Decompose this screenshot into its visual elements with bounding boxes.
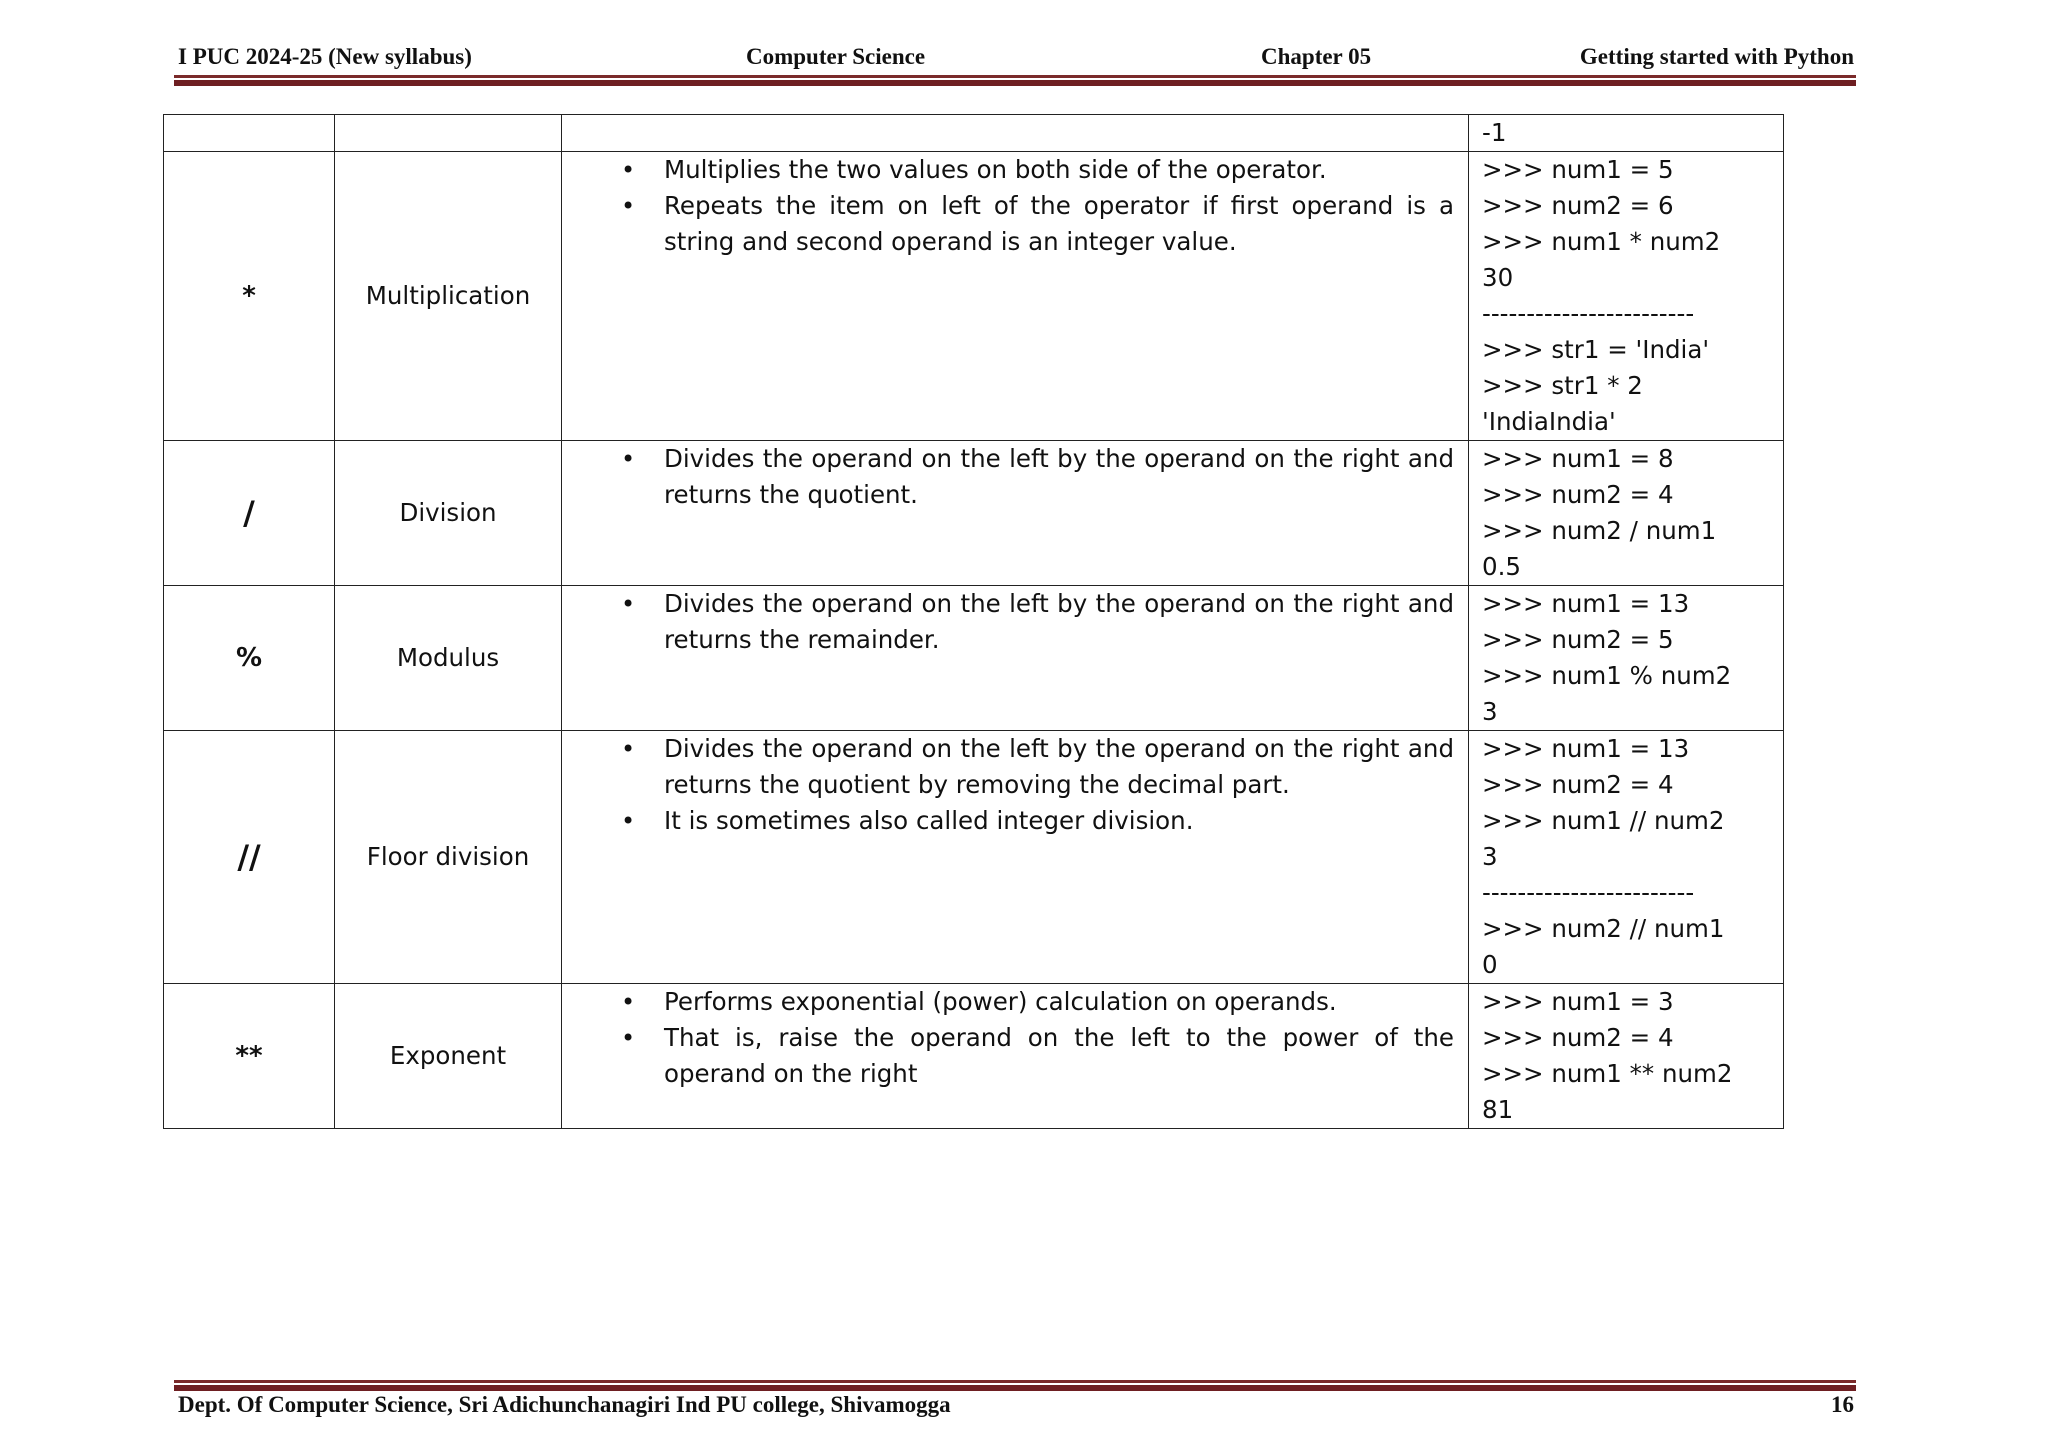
operator-description [562,441,1469,586]
operator-description [562,115,1469,152]
example-line: >>> num1 = 5 [1482,155,1674,184]
example-line: >>> str1 = 'India' [1482,335,1710,364]
operator-symbol: ** [164,984,335,1129]
example-line: 3 [1482,842,1498,871]
example-line: ------------------------ [1482,299,1695,328]
page-header [178,44,1854,74]
example-line: >>> num2 = 6 [1482,191,1674,220]
operator-symbol: % [164,586,335,731]
example-line: -1 [1482,118,1507,147]
operator-example [1469,586,1784,731]
example-line: 3 [1482,697,1498,726]
example-line: >>> num2 = 4 [1482,770,1674,799]
description-bullet: • That is, raise the operand on the left to the power of the operand on the right [664,1020,1454,1092]
example-line: >>> num1 = 13 [1482,734,1690,763]
description-bullet: • Multiplies the two values on both side of the operator. [664,152,1454,188]
page-number: 16 [1831,1392,1854,1417]
example-line: >>> num1 % num2 [1482,661,1732,690]
operator-name: Division [335,441,562,586]
footer-department: Dept. Of Computer Science, Sri Adichunchanagiri Ind PU college, Shivamogga [178,1392,951,1417]
operator-example [1469,441,1784,586]
example-line: 30 [1482,263,1514,292]
description-bullet: • It is sometimes also called integer division. [664,803,1454,839]
header-chapter-title: Getting started with Python [1579,44,1854,69]
example-line: >>> str1 * 2 [1482,371,1643,400]
example-line: >>> num2 = 4 [1482,1023,1674,1052]
operator-description [562,731,1469,984]
example-line: >>> num1 ** num2 [1482,1059,1733,1088]
example-line: 0.5 [1482,552,1521,581]
description-bullet: • Divides the operand on the left by the operand on the right and returns the quotient. [664,441,1454,513]
example-line: >>> num1 = 8 [1482,444,1674,473]
example-line: >>> num2 / num1 [1482,516,1717,545]
operator-name [335,115,562,152]
example-line: >>> num1 // num2 [1482,806,1725,835]
table-row [164,731,1784,984]
operator-name: Exponent [335,984,562,1129]
page-footer [178,1392,1854,1424]
example-line: 0 [1482,950,1498,979]
operator-symbol: // [164,731,335,984]
description-bullet: • Divides the operand on the left by the operand on the right and returns the remainder. [664,586,1454,658]
table-row [164,115,1784,152]
operator-example [1469,984,1784,1129]
example-line: >>> num1 = 13 [1482,589,1690,618]
example-line: >>> num2 = 5 [1482,625,1674,654]
operators-table [163,114,1784,1129]
example-line: >>> num2 = 4 [1482,480,1674,509]
operator-name: Multiplication [335,152,562,441]
example-line: 'IndiaIndia' [1482,407,1616,436]
operator-symbol: / [164,441,335,586]
example-line: >>> num1 * num2 [1482,227,1721,256]
header-chapter: Chapter 05 [1261,44,1372,69]
operator-name: Floor division [335,731,562,984]
example-line: >>> num2 // num1 [1482,914,1725,943]
operator-symbol: * [164,152,335,441]
example-line: 81 [1482,1095,1514,1124]
example-line: >>> num1 = 3 [1482,987,1674,1016]
header-subject: Computer Science [746,44,926,69]
operator-symbol [164,115,335,152]
footer-rule [174,1380,1856,1391]
table-row [164,586,1784,731]
operator-description [562,984,1469,1129]
operator-example [1469,152,1784,441]
operator-example [1469,115,1784,152]
operator-description [562,152,1469,441]
table-row [164,441,1784,586]
operator-name: Modulus [335,586,562,731]
operator-description [562,586,1469,731]
description-bullet: • Performs exponential (power) calculation on operands. [664,984,1454,1020]
description-bullet: • Repeats the item on left of the operator if first operand is a string and second operand is an integer value. [664,188,1454,260]
description-bullet: • Divides the operand on the left by the operand on the right and returns the quotient by removing the decimal part. [664,731,1454,803]
table-row [164,152,1784,441]
header-course: I PUC 2024-25 (New syllabus) [178,44,472,69]
table-row [164,984,1784,1129]
operator-example [1469,731,1784,984]
example-line: ------------------------ [1482,878,1695,907]
header-rule [174,75,1856,86]
